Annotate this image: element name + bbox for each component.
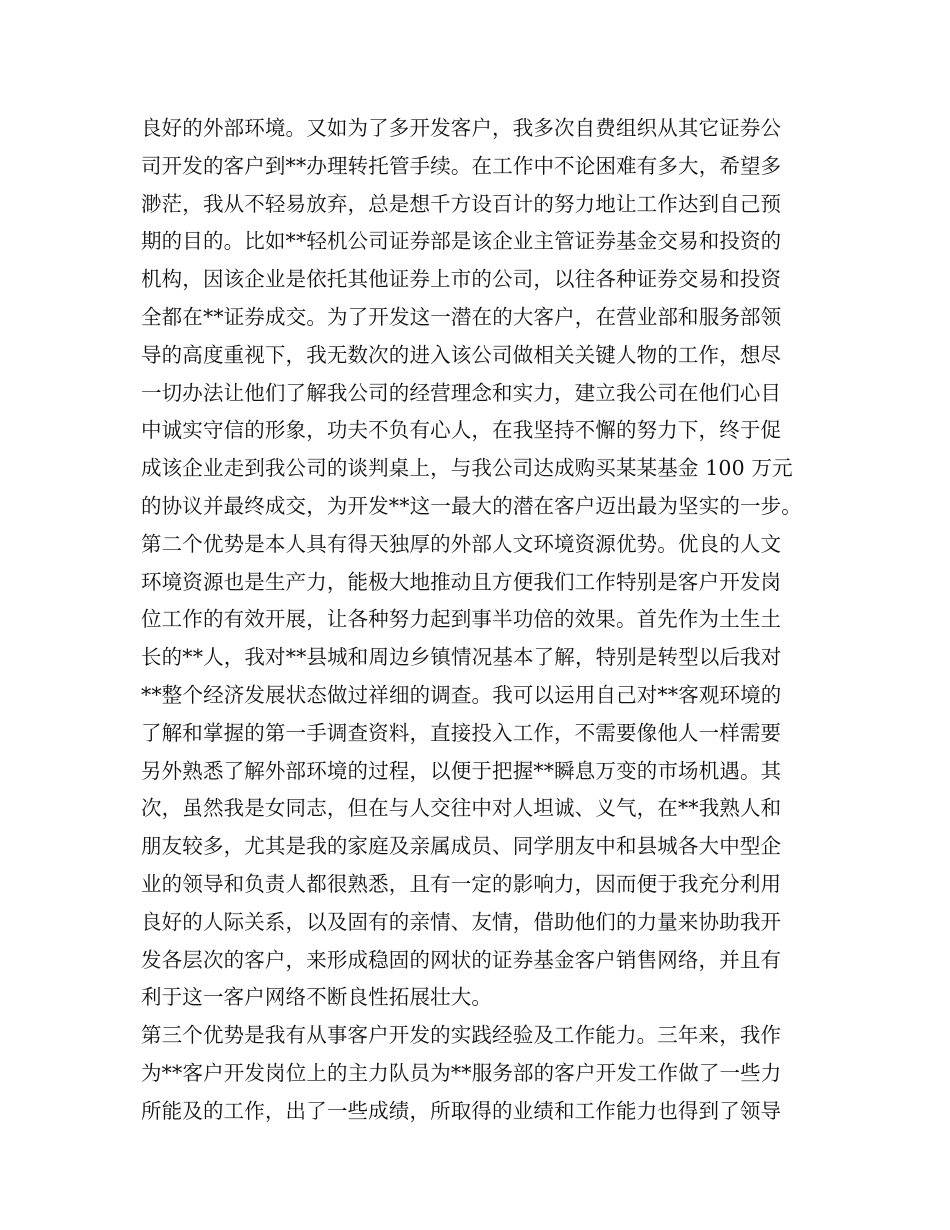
text-line: 良好的人际关系，以及固有的亲情、友情，借助他们的力量来协助我开 bbox=[141, 909, 782, 934]
text-line: 良好的外部环境。又如为了多开发客户，我多次自费组织从其它证券公 bbox=[141, 116, 782, 140]
text-line: 所能及的工作，出了一些成绩，所取得的业绩和工作能力也得到了领导 bbox=[141, 1098, 782, 1123]
text-line: 位工作的有效开展，让各种努力起到事半功倍的效果。首先作为土生土 bbox=[141, 607, 782, 632]
text-line: 第二个优势是本人具有得天独厚的外部人文环境资源优势。优良的人文 bbox=[141, 531, 782, 556]
text-line: 长的**人，我对**县城和周边乡镇情况基本了解，特别是转型以后我对 bbox=[141, 645, 782, 670]
document-body bbox=[141, 110, 841, 1131]
text-line: 环境资源也是生产力，能极大地推动且方便我们工作特别是客户开发岗 bbox=[141, 569, 782, 594]
text-line: 次，虽然我是女同志，但在与人交往中对人坦诚、义气，在**我熟人和 bbox=[141, 796, 782, 821]
text-line: 发各层次的客户，来形成稳固的网状的证券基金客户销售网络，并且有 bbox=[141, 947, 782, 972]
text-line: 一切办法让他们了解我公司的经营理念和实力，建立我公司在他们心目 bbox=[141, 380, 782, 405]
text-line: 全都在**证券成交。为了开发这一潜在的大客户，在营业部和服务部领 bbox=[141, 304, 782, 329]
text-line: 成该企业走到我公司的谈判桌上，与我公司达成购买某某基金 100 万元 bbox=[141, 456, 793, 481]
text-line: 机构，因该企业是依托其他证券上市的公司，以往各种证券交易和投资 bbox=[141, 267, 782, 292]
text-line: 另外熟悉了解外部环境的过程，以便于把握**瞬息万变的市场机遇。其 bbox=[141, 758, 782, 783]
text-line: 为**客户开发岗位上的主力队员为**服务部的客户开发工作做了一些力 bbox=[141, 1060, 782, 1085]
text-line: 司开发的客户到**办理转托管手续。在工作中不论困难有多大，希望多 bbox=[141, 153, 782, 178]
text-line: **整个经济发展状态做过祥细的调查。我可以运用自己对**客观环境的 bbox=[141, 682, 782, 707]
text-line: 的协议并最终成交，为开发**这一最大的潜在客户迈出最为坚实的一步。 bbox=[141, 493, 802, 518]
text-line: 朋友较多，尤其是我的家庭及亲属成员、同学朋友中和县城各大中型企 bbox=[141, 834, 782, 859]
text-line: 利于这一客户网络不断良性拓展壮大。 bbox=[141, 985, 493, 1010]
text-line: 期的目的。比如**轻机公司证券部是该企业主管证券基金交易和投资的 bbox=[141, 229, 782, 254]
text-line: 了解和掌握的第一手调查资料，直接投入工作，不需要像他人一样需要 bbox=[141, 720, 782, 745]
text-line: 第三个优势是我有从事客户开发的实践经验及工作能力。三年来，我作 bbox=[141, 1023, 782, 1048]
text-line: 中诚实守信的形象，功夫不负有心人，在我坚持不懈的努力下，终于促 bbox=[141, 418, 782, 443]
text-line: 业的领导和负责人都很熟悉，且有一定的影响力，因而便于我充分利用 bbox=[141, 871, 782, 896]
text-line: 渺茫，我从不轻易放弃，总是想千方设百计的努力地让工作达到自己预 bbox=[141, 191, 782, 216]
text-line: 导的高度重视下，我无数次的进入该公司做相关关键人物的工作，想尽 bbox=[141, 342, 782, 367]
